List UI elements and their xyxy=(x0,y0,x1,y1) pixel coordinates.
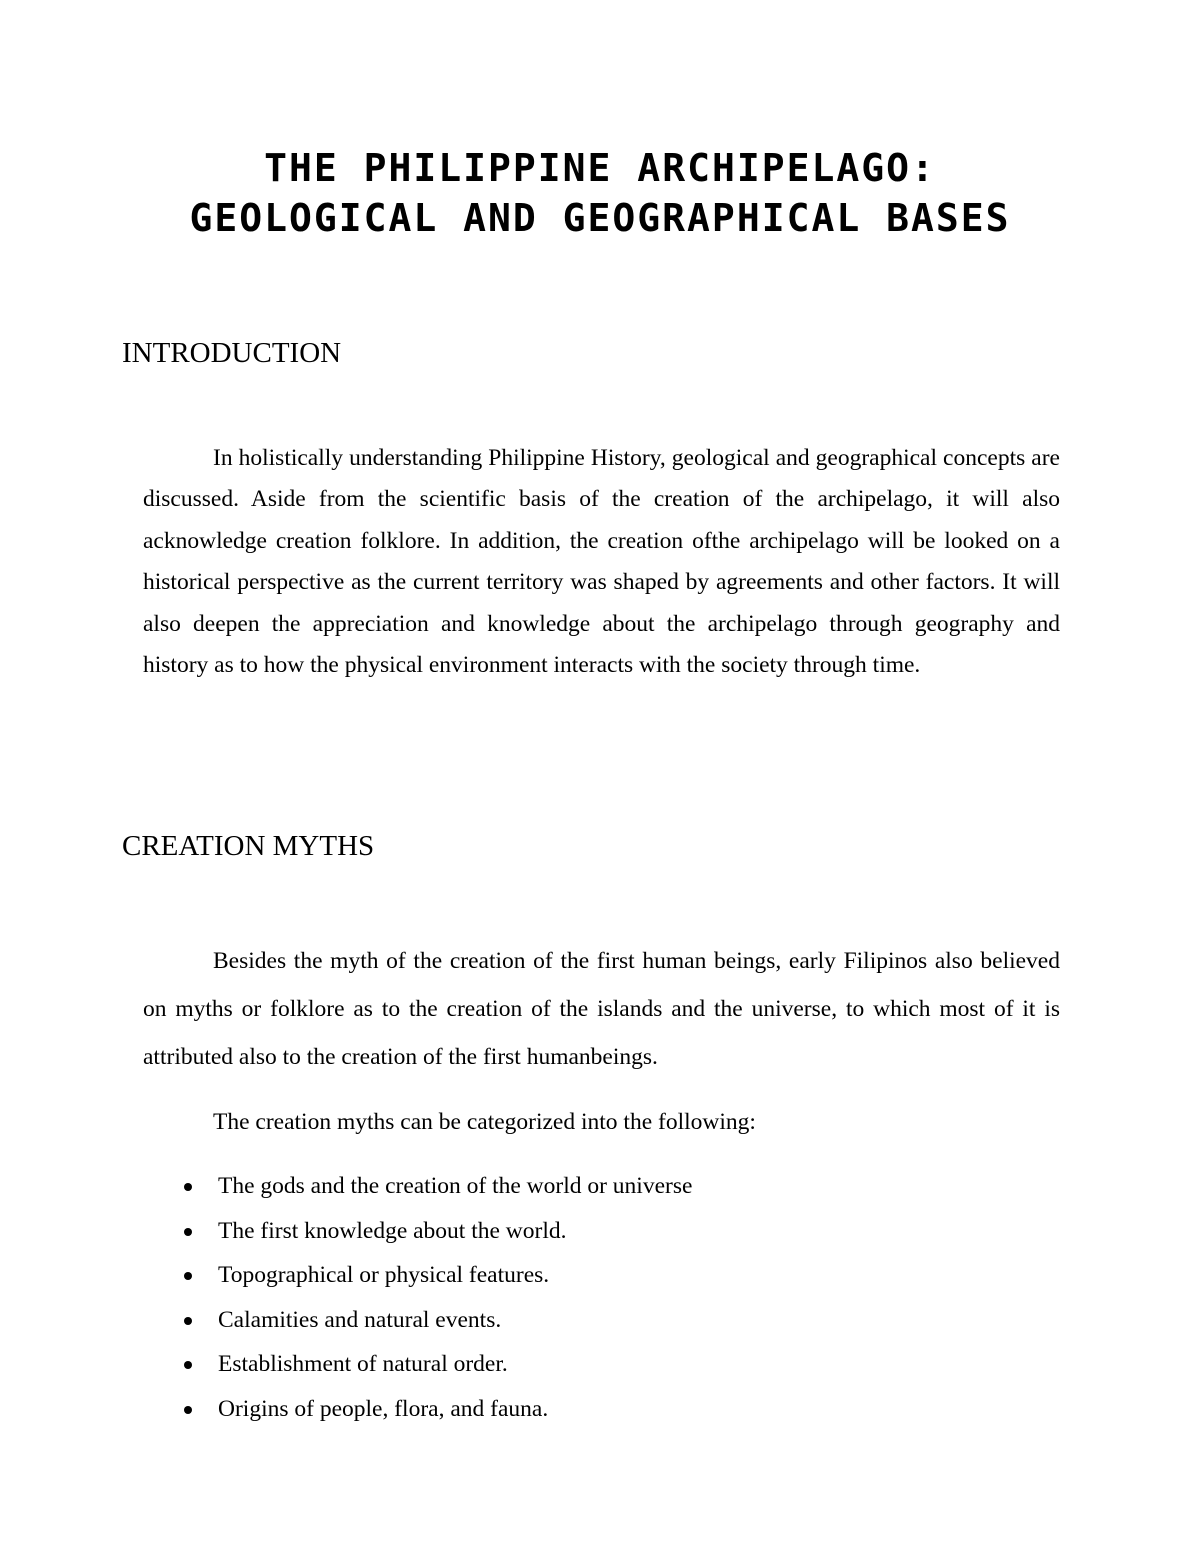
title-line-2: GEOLOGICAL AND GEOGRAPHICAL BASES xyxy=(189,196,1011,240)
section-heading-creation-myths: CREATION MYTHS xyxy=(122,830,375,862)
list-item-text: Topographical or physical features. xyxy=(218,1262,550,1289)
creation-myth-categories-list xyxy=(180,1166,692,1434)
list-item xyxy=(180,1344,692,1389)
list-item-text: Calamities and natural events. xyxy=(218,1306,502,1333)
title-line-1: THE PHILIPPINE ARCHIPELAGO: xyxy=(264,146,936,190)
list-item xyxy=(180,1389,692,1434)
bullet-icon xyxy=(184,1361,192,1369)
categories-intro-paragraph: The creation myths can be categorized into the following: xyxy=(213,1109,756,1135)
bullet-icon xyxy=(184,1183,192,1191)
list-item xyxy=(180,1166,692,1211)
list-item xyxy=(180,1255,692,1300)
bullet-icon xyxy=(184,1317,192,1325)
bullet-icon xyxy=(184,1406,192,1414)
document-title xyxy=(0,143,1200,243)
list-item xyxy=(180,1300,692,1345)
list-item-text: Establishment of natural order. xyxy=(218,1351,508,1378)
bullet-icon xyxy=(184,1272,192,1280)
list-item xyxy=(180,1211,692,1256)
list-item-text: The gods and the creation of the world or universe xyxy=(218,1173,693,1199)
section-heading-introduction: INTRODUCTION xyxy=(122,337,342,369)
introduction-paragraph: In holistically understanding Philippine History, geological and geographical concepts are discussed. Aside from the scientific basis of the creation of the archipelago, it will also acknowledge creation folklore. In addition, the creation ofthe archipelago will be looked on a historical perspective as the current territory was shaped by agreements and other factors. It will also deepen the appreciation and knowledge about the archipelago through geography and history as to how the physical environment interacts with the society through time. xyxy=(143,445,1060,679)
creation-myths-paragraph: Besides the myth of the creation of the first human beings, early Filipinos also believed on myths or folklore as to the creation of the islands and the universe, to which most of it is attributed also to the creation of the first humanbeings. xyxy=(143,948,1060,1070)
list-item-text: Origins of people, flora, and fauna. xyxy=(218,1395,549,1422)
bullet-icon xyxy=(184,1228,192,1236)
list-item-text: The first knowledge about the world. xyxy=(218,1217,567,1244)
